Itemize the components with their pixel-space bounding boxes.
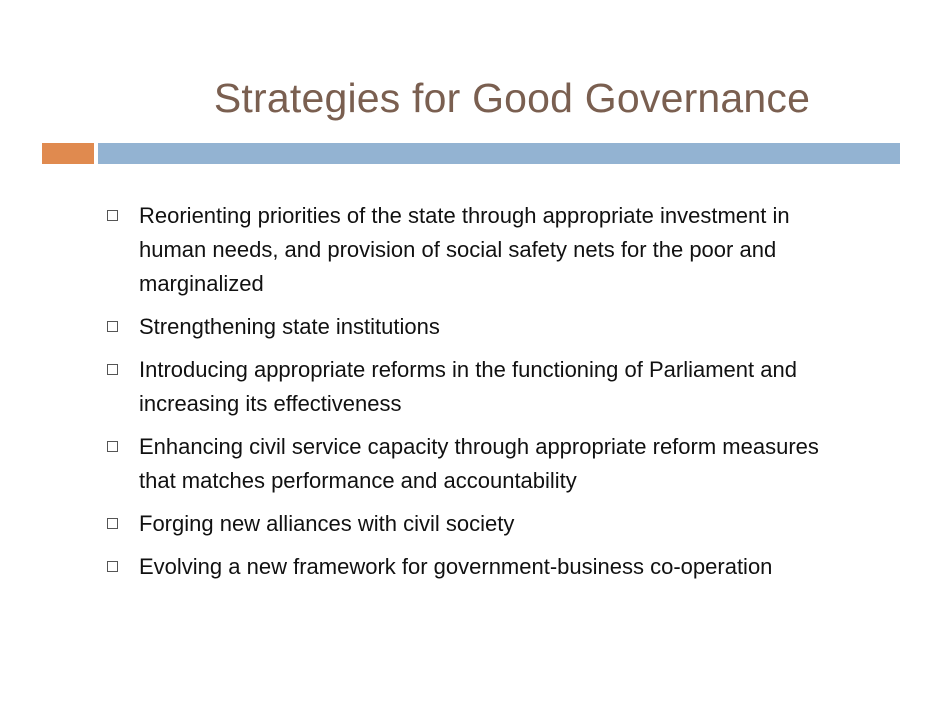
empty-square-icon xyxy=(107,518,118,529)
bullet-text: Introducing appropriate reforms in the functioning of Parliament and increasing its effectiveness xyxy=(139,357,797,416)
bullet-item xyxy=(104,430,844,498)
bullet-text: Enhancing civil service capacity through appropriate reform measures that matches performance and accountability xyxy=(139,434,819,493)
bullet-text: Reorienting priorities of the state through appropriate investment in human needs, and provision of social safety nets for the poor and marginalized xyxy=(139,203,790,296)
empty-square-icon xyxy=(107,321,118,332)
bullet-item xyxy=(104,550,844,584)
bullet-list xyxy=(104,199,844,593)
bullet-item xyxy=(104,507,844,541)
empty-square-icon xyxy=(107,364,118,375)
empty-square-icon xyxy=(107,561,118,572)
title-accent-bar-blue xyxy=(98,143,900,164)
title-accent-bar-orange xyxy=(42,143,94,164)
bullet-text: Evolving a new framework for government-business co-operation xyxy=(139,554,773,579)
empty-square-icon xyxy=(107,441,118,452)
bullet-item xyxy=(104,353,844,421)
slide-title: Strategies for Good Governance xyxy=(213,75,811,121)
empty-square-icon xyxy=(107,210,118,221)
bullet-item xyxy=(104,199,844,301)
bullet-text: Strengthening state institutions xyxy=(139,314,440,339)
bullet-item xyxy=(104,310,844,344)
bullet-text: Forging new alliances with civil society xyxy=(139,511,515,536)
